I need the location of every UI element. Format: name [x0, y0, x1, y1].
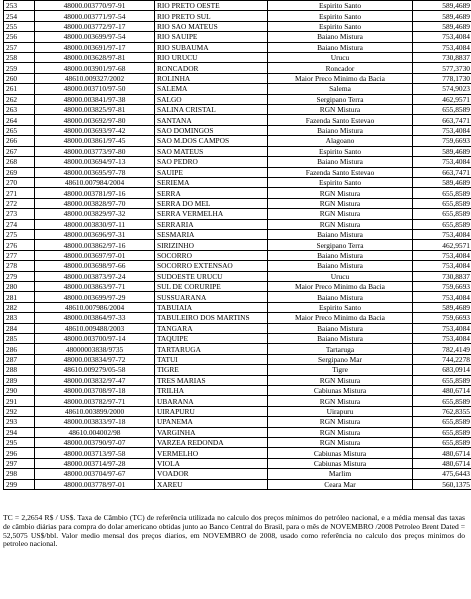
price-value: 753,4084: [413, 323, 471, 333]
process-number: 48000.003692/97-80: [35, 115, 155, 125]
process-number: 48000.003699/97-29: [35, 292, 155, 302]
table-row: [4, 209, 471, 219]
price-value: 753,4084: [413, 157, 471, 167]
footnote: TC = 2,2654 R$ / US$. Taxa de Câmbio (TC) de referência utilizada no calculo dos preços mínimos do petróleo nacional, e a média mensal das taxas de câmbio diárias para compra do dolar americano obtidas junto ao Banco Central do Brasil, para o mês de NOVEMBRO /2008 Petroleo Brent Dated = 52,5075 US$/bbl. Valor medio mensal dos preços diarios, em NOVEMBRO de 2008, usado como referência no calculo dos preços minimos do petroleo nacional.: [3, 513, 465, 549]
process-number: 48000.003863/97-71: [35, 281, 155, 291]
reference-oil: Maior Preco Minimo da Bacia: [268, 313, 413, 323]
reference-oil: Baiano Mistura: [268, 292, 413, 302]
field-name: SAO PEDRO: [155, 157, 268, 167]
row-number: 297: [4, 458, 35, 468]
table-row: [4, 167, 471, 177]
process-number: 48610.004002/98: [35, 427, 155, 437]
row-number: 291: [4, 396, 35, 406]
price-value: 744,2278: [413, 354, 471, 364]
table-row: [4, 479, 471, 489]
process-number: 48610.009488/2003: [35, 323, 155, 333]
process-number: 48000.003790/97-07: [35, 438, 155, 448]
price-value: 462,9571: [413, 94, 471, 104]
process-number: 48000.003771/97-54: [35, 11, 155, 21]
table-row: [4, 365, 471, 375]
reference-oil: RGN Mistura: [268, 427, 413, 437]
price-value: 475,6443: [413, 469, 471, 479]
row-number: 272: [4, 198, 35, 208]
field-name: TRILHA: [155, 386, 268, 396]
table-row: [4, 177, 471, 187]
table-row: [4, 32, 471, 42]
reference-oil: Espirito Santo: [268, 1, 413, 11]
process-number: 48000.003691/97-17: [35, 42, 155, 52]
field-name: SIRIZINHO: [155, 240, 268, 250]
reference-oil: Alagoano: [268, 136, 413, 146]
row-number: 253: [4, 1, 35, 11]
reference-oil: Baiano Mistura: [268, 250, 413, 260]
row-number: 276: [4, 240, 35, 250]
row-number: 265: [4, 125, 35, 135]
process-number: 48000.003829/97-32: [35, 209, 155, 219]
field-name: XAREU: [155, 479, 268, 489]
table-row: [4, 323, 471, 333]
row-number: 267: [4, 146, 35, 156]
field-name: SERRARIA: [155, 219, 268, 229]
row-number: 280: [4, 281, 35, 291]
field-name: VARGINHA: [155, 427, 268, 437]
process-number: 48000.003770/97-91: [35, 1, 155, 11]
process-number: 48000.003699/97-54: [35, 32, 155, 42]
reference-oil: Baiano Mistura: [268, 42, 413, 52]
reference-oil: RGN Mistura: [268, 438, 413, 448]
price-value: 655,8589: [413, 375, 471, 385]
process-number: 48000.003693/97-42: [35, 125, 155, 135]
price-value: 589,4689: [413, 21, 471, 31]
row-number: 296: [4, 448, 35, 458]
row-number: 295: [4, 438, 35, 448]
row-number: 290: [4, 386, 35, 396]
price-value: 753,4084: [413, 292, 471, 302]
row-number: 283: [4, 313, 35, 323]
table-row: [4, 146, 471, 156]
process-number: 48000.003832/97-47: [35, 375, 155, 385]
field-name: TARTARUGA: [155, 344, 268, 354]
price-value: 560,1375: [413, 479, 471, 489]
row-number: 273: [4, 209, 35, 219]
reference-oil: RGN Mistura: [268, 219, 413, 229]
process-number: 48610.007984/2004: [35, 177, 155, 187]
field-name: TABULEIRO DOS MARTINS: [155, 313, 268, 323]
reference-oil: Espirito Santo: [268, 11, 413, 21]
reference-oil: RGN Mistura: [268, 209, 413, 219]
field-name: VIOLA: [155, 458, 268, 468]
table-row: [4, 302, 471, 312]
field-name: SOCORRO EXTENSAO: [155, 261, 268, 271]
field-name: SOCORRO: [155, 250, 268, 260]
table-row: [4, 157, 471, 167]
field-name: SAO M.DOS CAMPOS: [155, 136, 268, 146]
table-row: [4, 11, 471, 21]
price-value: 589,4689: [413, 1, 471, 11]
process-number: 48000.003864/97-33: [35, 313, 155, 323]
row-number: 261: [4, 84, 35, 94]
price-value: 655,8589: [413, 198, 471, 208]
table-row: [4, 105, 471, 115]
row-number: 277: [4, 250, 35, 260]
price-value: 753,4084: [413, 32, 471, 42]
process-number: 48000.003828/97-70: [35, 198, 155, 208]
reference-oil: Baiano Mistura: [268, 32, 413, 42]
price-value: 663,7471: [413, 115, 471, 125]
process-number: 48000.003841/97-38: [35, 94, 155, 104]
field-name: SAO MATEUS: [155, 146, 268, 156]
process-number: 48000.003873/97-24: [35, 271, 155, 281]
price-value: 480,6714: [413, 386, 471, 396]
process-number: 48000.003830/97-11: [35, 219, 155, 229]
reference-oil: Urucu: [268, 271, 413, 281]
reference-oil: Cabiunas Mistura: [268, 386, 413, 396]
field-name: UIRAPURU: [155, 406, 268, 416]
process-number: 48000.003778/97-01: [35, 479, 155, 489]
field-name: RIO SAO MATEUS: [155, 21, 268, 31]
table-row: [4, 42, 471, 52]
process-number: 48000.003708/97-18: [35, 386, 155, 396]
reference-oil: Espirito Santo: [268, 302, 413, 312]
row-number: 268: [4, 157, 35, 167]
row-number: 255: [4, 21, 35, 31]
process-number: 48610.009279/05-58: [35, 365, 155, 375]
row-number: 262: [4, 94, 35, 104]
price-value: 655,8589: [413, 438, 471, 448]
price-value: 730,8837: [413, 271, 471, 281]
price-value: 589,4689: [413, 177, 471, 187]
price-value: 778,1730: [413, 73, 471, 83]
row-number: 289: [4, 375, 35, 385]
reference-oil: Roncador: [268, 63, 413, 73]
price-value: 655,8589: [413, 219, 471, 229]
reference-oil: Ceara Mar: [268, 479, 413, 489]
table-row: [4, 386, 471, 396]
field-name: SALEMA: [155, 84, 268, 94]
row-number: 292: [4, 406, 35, 416]
price-value: 655,8589: [413, 396, 471, 406]
price-value: 753,4084: [413, 250, 471, 260]
reference-oil: Tigre: [268, 365, 413, 375]
table-row: [4, 188, 471, 198]
process-number: 48000.003782/97-71: [35, 396, 155, 406]
table-row: [4, 406, 471, 416]
field-name: RONCADOR: [155, 63, 268, 73]
price-value: 753,4084: [413, 229, 471, 239]
process-number: 48000.003825/97-81: [35, 105, 155, 115]
process-number: 48000.003862/97-16: [35, 240, 155, 250]
reference-oil: Uirapuru: [268, 406, 413, 416]
price-value: 655,8589: [413, 188, 471, 198]
price-value: 753,4084: [413, 334, 471, 344]
process-number: 48000.003695/97-78: [35, 167, 155, 177]
reference-oil: Baiano Mistura: [268, 229, 413, 239]
field-name: UPANEMA: [155, 417, 268, 427]
price-value: 480,6714: [413, 448, 471, 458]
field-name: RIO PRETO SUL: [155, 11, 268, 21]
row-number: 254: [4, 11, 35, 21]
field-name: SALGO: [155, 94, 268, 104]
table-row: [4, 229, 471, 239]
field-name: RIO PRETO OESTE: [155, 1, 268, 11]
table-row: [4, 396, 471, 406]
table-row: [4, 271, 471, 281]
row-number: 269: [4, 167, 35, 177]
row-number: 256: [4, 32, 35, 42]
row-number: 259: [4, 63, 35, 73]
table-row: [4, 219, 471, 229]
process-number: 48000.003861/97-45: [35, 136, 155, 146]
reference-oil: RGN Mistura: [268, 396, 413, 406]
process-number: 48000.003704/97-67: [35, 469, 155, 479]
price-value: 753,4084: [413, 261, 471, 271]
process-number: 48000.003772/97-17: [35, 21, 155, 31]
row-number: 264: [4, 115, 35, 125]
row-number: 299: [4, 479, 35, 489]
row-number: 282: [4, 302, 35, 312]
reference-oil: Baiano Mistura: [268, 334, 413, 344]
row-number: 287: [4, 354, 35, 364]
process-number: 48000.003713/97-58: [35, 448, 155, 458]
reference-oil: RGN Mistura: [268, 417, 413, 427]
table-row: [4, 63, 471, 73]
row-number: 266: [4, 136, 35, 146]
reference-oil: Fazenda Santo Estevao: [268, 167, 413, 177]
table-row: [4, 458, 471, 468]
reference-oil: Sergipano Terra: [268, 94, 413, 104]
row-number: 284: [4, 323, 35, 333]
table-row: [4, 84, 471, 94]
row-number: 274: [4, 219, 35, 229]
price-value: 753,4084: [413, 42, 471, 52]
process-number: 48610.003899/2000: [35, 406, 155, 416]
field-name: SERRA: [155, 188, 268, 198]
reference-oil: Urucu: [268, 53, 413, 63]
reference-oil: Espirito Santo: [268, 177, 413, 187]
row-number: 279: [4, 271, 35, 281]
row-number: 281: [4, 292, 35, 302]
row-number: 260: [4, 73, 35, 83]
minimum-price-table: [3, 0, 471, 490]
reference-oil: Cabiunas Mistura: [268, 448, 413, 458]
field-name: SALINA CRISTAL: [155, 105, 268, 115]
price-value: 655,8589: [413, 417, 471, 427]
process-number: 48000.003901/97-68: [35, 63, 155, 73]
reference-oil: Cabiunas Mistura: [268, 458, 413, 468]
table-row: [4, 198, 471, 208]
field-name: SANTANA: [155, 115, 268, 125]
price-value: 762,8355: [413, 406, 471, 416]
table-row: [4, 125, 471, 135]
table-row: [4, 281, 471, 291]
table-row: [4, 73, 471, 83]
field-name: TANGARA: [155, 323, 268, 333]
process-number: 48610.009327/2002: [35, 73, 155, 83]
table-row: [4, 334, 471, 344]
row-number: 298: [4, 469, 35, 479]
reference-oil: RGN Mistura: [268, 375, 413, 385]
table-row: [4, 292, 471, 302]
reference-oil: Baiano Mistura: [268, 323, 413, 333]
table-row: [4, 136, 471, 146]
price-value: 759,6693: [413, 281, 471, 291]
price-value: 577,3730: [413, 63, 471, 73]
price-value: 462,9571: [413, 240, 471, 250]
price-value: 589,4689: [413, 302, 471, 312]
process-number: 48000.003834/97-72: [35, 354, 155, 364]
process-number: 48000.003781/97-16: [35, 188, 155, 198]
reference-oil: Espirito Santo: [268, 146, 413, 156]
table-row: [4, 448, 471, 458]
price-value: 663,7471: [413, 167, 471, 177]
price-value: 574,9023: [413, 84, 471, 94]
process-number: 48000003838/9735: [35, 344, 155, 354]
price-value: 589,4689: [413, 146, 471, 156]
reference-oil: Sergipano Mar: [268, 354, 413, 364]
price-table-page: [3, 0, 469, 490]
table-row: [4, 261, 471, 271]
table-row: [4, 344, 471, 354]
field-name: UBARANA: [155, 396, 268, 406]
row-number: 294: [4, 427, 35, 437]
field-name: SERIEMA: [155, 177, 268, 187]
process-number: 48000.003773/97-80: [35, 146, 155, 156]
reference-oil: RGN Mistura: [268, 105, 413, 115]
field-name: TRES MARIAS: [155, 375, 268, 385]
reference-oil: RGN Mistura: [268, 198, 413, 208]
field-name: SAUIPE: [155, 167, 268, 177]
table-row: [4, 115, 471, 125]
field-name: ROLINHA: [155, 73, 268, 83]
price-value: 730,8837: [413, 53, 471, 63]
process-number: 48000.003714/97-28: [35, 458, 155, 468]
row-number: 286: [4, 344, 35, 354]
field-name: RIO SUBAUMA: [155, 42, 268, 52]
table-row: [4, 469, 471, 479]
field-name: TABUIAIA: [155, 302, 268, 312]
table-row: [4, 427, 471, 437]
table-row: [4, 417, 471, 427]
table-row: [4, 313, 471, 323]
reference-oil: Baiano Mistura: [268, 125, 413, 135]
table-row: [4, 94, 471, 104]
table-row: [4, 250, 471, 260]
price-value: 753,4084: [413, 125, 471, 135]
field-name: SUSSUARANA: [155, 292, 268, 302]
row-number: 285: [4, 334, 35, 344]
reference-oil: Maior Preco Minimo da Bacia: [268, 73, 413, 83]
price-value: 655,8589: [413, 427, 471, 437]
price-value: 589,4689: [413, 11, 471, 21]
process-number: 48000.003696/97-31: [35, 229, 155, 239]
row-number: 293: [4, 417, 35, 427]
price-value: 655,8589: [413, 209, 471, 219]
table-row: [4, 438, 471, 448]
row-number: 263: [4, 105, 35, 115]
price-value: 480,6714: [413, 458, 471, 468]
reference-oil: Tartaruga: [268, 344, 413, 354]
table-row: [4, 240, 471, 250]
reference-oil: RGN Mistura: [268, 188, 413, 198]
field-name: RIO SAUIPE: [155, 32, 268, 42]
price-value: 782,4149: [413, 344, 471, 354]
table-row: [4, 375, 471, 385]
process-number: 48000.003698/97-66: [35, 261, 155, 271]
field-name: SUL DE CORURIPE: [155, 281, 268, 291]
price-value: 759,6693: [413, 313, 471, 323]
table-row: [4, 1, 471, 11]
field-name: SERRA DO MEL: [155, 198, 268, 208]
reference-oil: Maior Preco Minimo da Bacia: [268, 281, 413, 291]
price-value: 655,8589: [413, 105, 471, 115]
table-row: [4, 354, 471, 364]
reference-oil: Fazenda Santo Estevao: [268, 115, 413, 125]
row-number: 270: [4, 177, 35, 187]
reference-oil: Sergipano Terra: [268, 240, 413, 250]
row-number: 278: [4, 261, 35, 271]
field-name: TIGRE: [155, 365, 268, 375]
field-name: SESMARIA: [155, 229, 268, 239]
row-number: 288: [4, 365, 35, 375]
reference-oil: Salema: [268, 84, 413, 94]
reference-oil: Baiano Mistura: [268, 157, 413, 167]
row-number: 275: [4, 229, 35, 239]
row-number: 258: [4, 53, 35, 63]
process-number: 48610.007986/2004: [35, 302, 155, 312]
process-number: 48000.003833/97-18: [35, 417, 155, 427]
price-value: 759,6693: [413, 136, 471, 146]
field-name: SAO DOMINGOS: [155, 125, 268, 135]
field-name: VARZEA REDONDA: [155, 438, 268, 448]
field-name: TAQUIPE: [155, 334, 268, 344]
price-value: 683,0914: [413, 365, 471, 375]
process-number: 48000.003710/97-50: [35, 84, 155, 94]
process-number: 48000.003628/97-81: [35, 53, 155, 63]
field-name: VERMELHO: [155, 448, 268, 458]
row-number: 271: [4, 188, 35, 198]
row-number: 257: [4, 42, 35, 52]
process-number: 48000.003697/97-01: [35, 250, 155, 260]
reference-oil: Baiano Mistura: [268, 261, 413, 271]
table-body: [4, 1, 471, 490]
field-name: SERRA VERMELHA: [155, 209, 268, 219]
field-name: TATUI: [155, 354, 268, 364]
table-row: [4, 53, 471, 63]
field-name: VOADOR: [155, 469, 268, 479]
field-name: RIO URUCU: [155, 53, 268, 63]
field-name: SUDOESTE URUCU: [155, 271, 268, 281]
process-number: 48000.003700/97-14: [35, 334, 155, 344]
table-row: [4, 21, 471, 31]
reference-oil: Marlim: [268, 469, 413, 479]
process-number: 48000.003694/97-13: [35, 157, 155, 167]
reference-oil: Espirito Santo: [268, 21, 413, 31]
